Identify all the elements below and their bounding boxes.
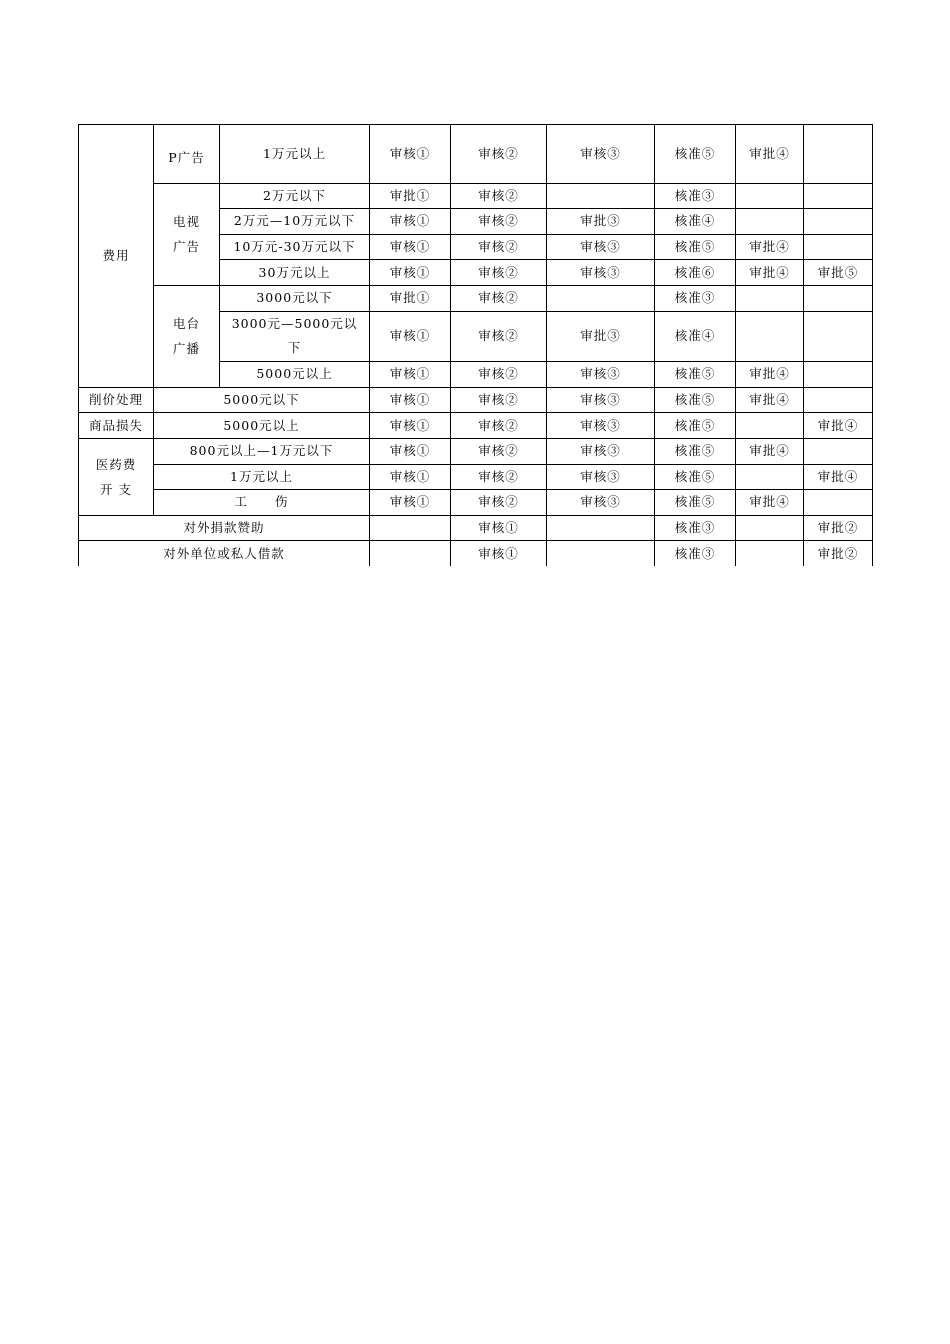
item-cell: 800元以上—1万元以下 [154,438,370,464]
step-cell: 审核② [451,311,547,362]
step-cell: 核准⑤ [655,413,736,439]
step-cell [736,541,804,566]
step-cell: 审批④ [736,125,804,184]
step-cell: 核准④ [655,311,736,362]
step-cell: 审批④ [804,413,873,439]
step-cell: 审核③ [547,413,655,439]
step-cell [547,541,655,566]
step-cell: 核准⑤ [655,387,736,413]
step-cell [736,413,804,439]
step-cell [804,183,873,209]
item-cell: 5000元以上 [154,413,370,439]
step-cell: 审批④ [736,387,804,413]
step-cell [804,234,873,260]
item-cell: 2万元—10万元以下 [220,209,370,235]
step-cell: 审核② [451,183,547,209]
step-cell [736,464,804,490]
step-cell: 核准⑤ [655,490,736,516]
step-cell: 审核③ [547,260,655,286]
category-cell: 医药费 开 支 [79,438,154,515]
step-cell: 审核② [451,209,547,235]
step-cell: 审核③ [547,125,655,184]
step-cell [736,183,804,209]
table-row [79,413,873,439]
step-cell: 审核① [370,464,451,490]
step-cell: 审批④ [736,438,804,464]
step-cell: 审批④ [736,362,804,388]
step-cell: 审核③ [547,362,655,388]
item-cell: 30万元以上 [220,260,370,286]
item-cell: 1万元以上 [154,464,370,490]
category-cell: 商品损失 [79,413,154,439]
step-cell: 审核② [451,234,547,260]
step-cell: 核准③ [655,515,736,541]
step-cell: 审核① [370,438,451,464]
category-cell: 费用 [79,125,154,388]
step-cell: 审批② [804,541,873,566]
step-cell: 审核③ [547,387,655,413]
step-cell: 审核① [370,125,451,184]
step-cell [736,311,804,362]
step-cell [804,209,873,235]
step-cell: 审批④ [804,464,873,490]
item-cell: 1万元以上 [220,125,370,184]
step-cell: 审核③ [547,490,655,516]
approval-authority-table [78,124,873,566]
subcategory-cell: 电台 广播 [154,285,220,387]
step-cell: 审批① [370,183,451,209]
step-cell: 审核① [451,515,547,541]
step-cell [804,285,873,311]
table-row [79,541,873,566]
subcategory-cell: 电视 广告 [154,183,220,285]
table-row [79,515,873,541]
step-cell: 审核③ [547,234,655,260]
step-cell: 审核① [370,311,451,362]
step-cell [736,285,804,311]
table-row [79,464,873,490]
step-cell [804,438,873,464]
item-cell: 5000元以下 [154,387,370,413]
item-cell: 对外单位或私人借款 [79,541,370,566]
step-cell: 审核② [451,125,547,184]
step-cell [547,515,655,541]
step-cell [804,362,873,388]
table-row [79,285,873,311]
table-row [79,125,873,184]
step-cell: 审核② [451,362,547,388]
step-cell [547,285,655,311]
step-cell: 审核① [370,362,451,388]
step-cell: 审批② [804,515,873,541]
item-cell: 5000元以上 [220,362,370,388]
step-cell: 审核① [370,209,451,235]
category-cell: 削价处理 [79,387,154,413]
step-cell: 审核② [451,490,547,516]
step-cell: 核准③ [655,541,736,566]
step-cell [370,515,451,541]
step-cell [370,541,451,566]
step-cell: 核准③ [655,285,736,311]
step-cell: 审核② [451,387,547,413]
step-cell: 核准⑤ [655,438,736,464]
step-cell: 审核③ [547,438,655,464]
item-cell: 3000元—5000元以下 [220,311,370,362]
table-row [79,490,873,516]
step-cell [547,183,655,209]
step-cell: 审核② [451,285,547,311]
item-cell: 10万元-30万元以下 [220,234,370,260]
step-cell: 核准⑤ [655,234,736,260]
step-cell [804,125,873,184]
step-cell: 审核② [451,260,547,286]
step-cell [804,387,873,413]
step-cell: 审批④ [736,234,804,260]
step-cell: 审核① [451,541,547,566]
step-cell [736,209,804,235]
item-cell: 工 伤 [154,490,370,516]
step-cell: 审批③ [547,209,655,235]
step-cell: 审批⑤ [804,260,873,286]
step-cell [736,515,804,541]
item-cell: 对外捐款赞助 [79,515,370,541]
step-cell: 审核① [370,387,451,413]
step-cell: 审批③ [547,311,655,362]
step-cell [804,311,873,362]
step-cell: 核准⑤ [655,464,736,490]
step-cell: 核准⑤ [655,362,736,388]
step-cell: 审核① [370,413,451,439]
table-row [79,183,873,209]
step-cell: 核准③ [655,183,736,209]
step-cell: 审核② [451,413,547,439]
step-cell: 审批④ [736,260,804,286]
step-cell [804,490,873,516]
step-cell: 核准④ [655,209,736,235]
step-cell: 审批④ [736,490,804,516]
step-cell: 审批① [370,285,451,311]
step-cell: 审核① [370,490,451,516]
step-cell: 核准⑥ [655,260,736,286]
table-row [79,387,873,413]
subcategory-cell: P广告 [154,125,220,184]
table-row [79,438,873,464]
step-cell: 审核③ [547,464,655,490]
item-cell: 2万元以下 [220,183,370,209]
item-cell: 3000元以下 [220,285,370,311]
step-cell: 审核② [451,438,547,464]
step-cell: 审核① [370,234,451,260]
step-cell: 审核② [451,464,547,490]
step-cell: 核准⑤ [655,125,736,184]
step-cell: 审核① [370,260,451,286]
